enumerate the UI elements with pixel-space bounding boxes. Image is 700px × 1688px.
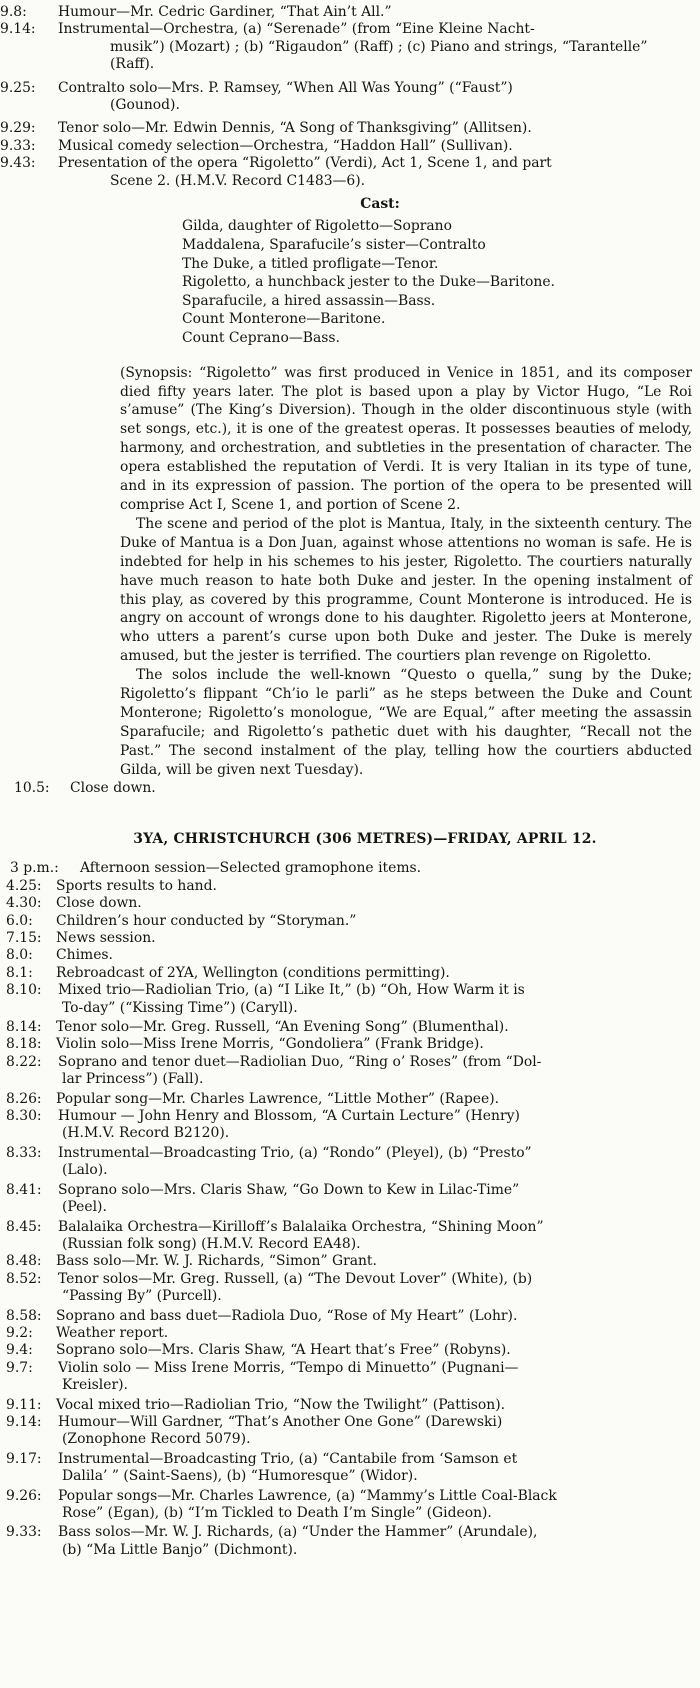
cast-list <box>0 217 700 347</box>
item-text: Rebroadcast of 2YA, Wellington (conditions permitting). <box>56 964 450 981</box>
item-text: Tenor solo—Mr. Greg. Russell, “An Evening Song” (Blumenthal). <box>56 1019 509 1036</box>
item-text: Sports results to hand. <box>56 877 217 894</box>
item-text: Soprano and bass duet—Radiola Duo, “Rose of My Heart” (Lohr). <box>56 1307 518 1324</box>
cast-heading: Cast: <box>360 196 400 213</box>
programme-item <box>0 120 700 137</box>
programme-item <box>0 930 700 947</box>
programme-item <box>0 1488 700 1523</box>
programme-item <box>0 982 700 1017</box>
programme-item <box>0 1524 700 1559</box>
programme-item <box>0 1108 700 1143</box>
item-time: 9.17: <box>6 1450 42 1467</box>
item-text: Instrumental—Broadcasting Trio, (a) “Cantabile from ‘Samson et <box>58 1450 518 1467</box>
item-text: Bass solos—Mr. W. J. Richards, (a) “Under the Hammer” (Arundale), <box>58 1524 538 1541</box>
item-text: News session. <box>56 930 156 946</box>
item-time: 4.30: <box>6 895 42 912</box>
cast-member: Count Ceprano—Bass. <box>182 330 340 347</box>
item-text: Soprano solo—Mrs. Claris Shaw, “A Heart that’s Free” (Robyns). <box>56 1342 511 1359</box>
programme-item <box>0 1054 700 1089</box>
item-time: 9.7: <box>6 1359 33 1376</box>
item-time: 8.41: <box>6 1181 42 1198</box>
item-time: 8.14: <box>6 1019 42 1036</box>
section-3ya-christchurch <box>0 831 700 1559</box>
item-text-cont: lar Princess”) (Fall). <box>62 1071 204 1088</box>
programme-item <box>0 21 700 73</box>
programme-item <box>0 1253 700 1270</box>
cast-member: The Duke, a titled profligate—Tenor. <box>182 255 439 272</box>
item-time: 8.0: <box>6 947 33 964</box>
item-text-cont: To-day” (“Kissing Time”) (Caryll). <box>62 999 298 1016</box>
item-time: 9.33: <box>0 137 36 154</box>
item-text-cont: Kreisler). <box>62 1377 128 1394</box>
item-text: Chimes. <box>56 947 113 964</box>
cast-member: Maddalena, Sparafucile’s sister—Contralto <box>182 237 486 254</box>
item-text-cont: musik”) (Mozart) ; (b) “Rigaudon” (Raff) ; (c) Piano and strings, “Tarantelle” (Raff). <box>110 38 648 73</box>
item-text: Musical comedy selection—Orchestra, “Haddon Hall” (Sullivan). <box>58 137 513 154</box>
item-text: Children’s hour conducted by “Storyman.” <box>56 912 357 929</box>
programme-item-close <box>0 780 700 797</box>
item-text: Instrumental—Orchestra, (a) “Serenade” (from “Eine Kleine Nacht- <box>58 21 535 38</box>
item-time: 8.45: <box>6 1218 42 1235</box>
item-text: Close down. <box>56 895 142 912</box>
item-time: 9.11: <box>6 1396 42 1413</box>
item-text: Tenor solos—Mr. Greg. Russell, (a) “The Devout Lover” (White), (b) <box>58 1270 533 1287</box>
item-text-cont: (b) “Ma Little Banjo” (Dichmont). <box>62 1541 298 1558</box>
programme-item <box>0 878 700 895</box>
station-heading: 3YA, CHRISTCHURCH (306 METRES)—FRIDAY, APRIL 12. <box>133 830 597 847</box>
item-text-cont: (Peel). <box>62 1199 107 1216</box>
item-text: Humour — John Henry and Blossom, “A Curtain Lecture” (Henry) <box>58 1108 520 1125</box>
item-time: 4.25: <box>6 877 42 894</box>
programme-item <box>0 1219 700 1254</box>
item-text: Soprano and tenor duet—Radiolian Duo, “Ring o’ Roses” (from “Dol- <box>58 1053 542 1070</box>
programme-item <box>0 1308 700 1325</box>
item-time: 8.30: <box>6 1108 42 1125</box>
programme-item <box>0 947 700 964</box>
item-time: 8.22: <box>6 1053 42 1070</box>
item-time: 8.26: <box>6 1090 42 1107</box>
item-time: 8.58: <box>6 1307 42 1324</box>
item-time: 8.1: <box>6 964 33 981</box>
item-text: Mixed trio—Radiolian Trio, (a) “I Like It,” (b) “Oh, How Warm it is <box>58 982 525 999</box>
item-text-cont: (Zonophone Record 5079). <box>62 1431 251 1448</box>
section-2ya-evening <box>0 4 700 797</box>
item-text: Close down. <box>70 779 156 796</box>
programme-item <box>0 1451 700 1486</box>
item-time: 8.10: <box>6 982 42 999</box>
programme-item <box>0 1397 700 1414</box>
cast-member: Gilda, daughter of Rigoletto—Soprano <box>182 218 452 235</box>
programme-item <box>0 1360 700 1395</box>
item-time: 9.4: <box>6 1342 33 1359</box>
item-time: 3 p.m.: <box>10 860 59 877</box>
item-time: 8.33: <box>6 1144 42 1161</box>
cast-member: Count Monterone—Baritone. <box>182 311 386 328</box>
item-time: 9.14: <box>6 1413 42 1430</box>
programme-item <box>0 1325 700 1342</box>
item-time: 9.14: <box>0 21 36 38</box>
cast-member: Rigoletto, a hunchback jester to the Duke—Baritone. <box>182 274 555 291</box>
item-text-cont: “Passing By” (Purcell). <box>62 1288 222 1305</box>
item-time: 8.48: <box>6 1253 42 1270</box>
synopsis <box>0 364 700 780</box>
item-time: 9.8: <box>0 4 27 20</box>
item-text: Instrumental—Broadcasting Trio, (a) “Rondo” (Pleyel), (b) “Presto” <box>58 1144 532 1161</box>
item-time: 10.5: <box>14 779 50 796</box>
item-text-cont: (Lalo). <box>62 1162 108 1179</box>
programme-item <box>0 1019 700 1036</box>
item-text: Contralto solo—Mrs. P. Ramsey, “When All Was Young” (“Faust”) <box>58 79 513 96</box>
programme-item <box>0 913 700 930</box>
programme-item <box>0 4 700 21</box>
programme-item <box>0 1036 700 1053</box>
item-time: 9.43: <box>0 155 36 172</box>
item-time: 9.33: <box>6 1524 42 1541</box>
programme-item <box>0 860 700 877</box>
item-text-cont: (Gounod). <box>110 97 180 114</box>
item-time: 9.26: <box>6 1487 42 1504</box>
item-time: 9.29: <box>0 120 36 137</box>
item-text: Balalaika Orchestra—Kirilloff’s Balalaika Orchestra, “Shining Moon” <box>58 1218 544 1235</box>
item-time: 9.2: <box>6 1324 33 1341</box>
item-text: Popular song—Mr. Charles Lawrence, “Little Mother” (Rapee). <box>56 1090 500 1107</box>
programme-item <box>0 1414 700 1449</box>
programme-item <box>0 895 700 912</box>
item-time: 7.15: <box>6 930 42 946</box>
synopsis-paragraph: The scene and period of the plot is Mantua, Italy, in the sixteenth century. The Duke of Mantua is a Don Juan, against whose attentions no woman is safe. He is indebted for help in his schemes to his jester, Rigoletto. The courtiers naturally have much reason to hate both Duke and jester. In the opening instalment of this play, as covered by this programme, Count Monterone is introduced. He is angry on account of wrongs done to his daughter. Rigoletto jeers at Monterone, who utters a parent’s curse upon both Duke and jester. The Duke is merely amused, but the jester is terrified. The courtiers plan revenge on Rigoletto. <box>120 515 692 665</box>
programme-item <box>0 155 700 190</box>
item-time: 8.52: <box>6 1270 42 1287</box>
item-text: Humour—Mr. Cedric Gardiner, “That Ain’t All.” <box>58 4 392 20</box>
programme-item <box>0 1271 700 1306</box>
item-text-cont: (Russian folk song) (H.M.V. Record EA48). <box>62 1235 361 1252</box>
item-text-cont: (H.M.V. Record B2120). <box>62 1125 230 1142</box>
item-time: 9.25: <box>0 79 36 96</box>
item-text: Presentation of the opera “Rigoletto” (Verdi), Act 1, Scene 1, and part <box>58 155 552 172</box>
programme-item <box>0 138 700 155</box>
programme-item <box>0 965 700 982</box>
item-text: Violin solo—Miss Irene Morris, “Gondoliera” (Frank Bridge). <box>56 1036 484 1053</box>
programme-item <box>0 80 700 115</box>
item-text: Tenor solo—Mr. Edwin Dennis, “A Song of Thanksgiving” (Allitsen). <box>58 120 532 137</box>
item-text: Bass solo—Mr. W. J. Richards, “Simon” Grant. <box>56 1253 377 1270</box>
item-text: Popular songs—Mr. Charles Lawrence, (a) “Mammy’s Little Coal-Black <box>58 1487 557 1504</box>
programme-item <box>0 1145 700 1180</box>
item-time: 8.18: <box>6 1036 42 1053</box>
item-text: Violin solo — Miss Irene Morris, “Tempo di Minuetto” (Pugnani— <box>58 1359 519 1376</box>
programme-item <box>0 1091 700 1108</box>
item-text-cont: Rose” (Egan), (b) “I’m Tickled to Death I’m Single” (Gideon). <box>62 1505 492 1521</box>
item-text: Humour—Will Gardner, “That’s Another One Gone” (Darewski) <box>58 1413 503 1430</box>
cast-member: Sparafucile, a hired assassin—Bass. <box>182 292 436 309</box>
item-text: Weather report. <box>56 1324 169 1341</box>
item-text: Afternoon session—Selected gramophone items. <box>80 860 422 877</box>
item-text: Vocal mixed trio—Radiolian Trio, “Now the Twilight” (Pattison). <box>56 1396 506 1413</box>
item-text: Soprano solo—Mrs. Claris Shaw, “Go Down to Kew in Lilac-Time” <box>58 1181 520 1198</box>
synopsis-paragraph: (Synopsis: “Rigoletto” was first produced in Venice in 1851, and its composer died fifty years later. The plot is based upon a play by Victor Hugo, “Le Roi s’amuse” (The King’s Diversion). Though in the older discontinuous style (with set songs, etc.), it is one of the greatest operas. It possesses beauties of melody, harmony, and orchestration, and subtleties in the presentation of character. The opera established the reputation of Verdi. It is very Italian in its type of tune, and in its expression of passion. The portion of the opera to be presented will comprise Act I, Scene 1, and portion of Scene 2. <box>120 364 692 513</box>
item-text-cont: Scene 2. (H.M.V. Record C1483—6). <box>110 172 366 189</box>
programme-item <box>0 1182 700 1217</box>
programme-item <box>0 1342 700 1359</box>
item-text-cont: Dalila’ ” (Saint-Saens), (b) “Humoresque” (Widor). <box>62 1468 418 1485</box>
item-time: 6.0: <box>6 912 33 929</box>
synopsis-paragraph: The solos include the well-known “Questo o quella,” sung by the Duke; Rigoletto’s flippant “Ch’io le parli” as he steps between the Duke and Count Monterone; Rigoletto’s monologue, “We are Equal,” after meeting the assassin Sparafucile; and Rigoletto’s pathetic duet with his daughter, “Recall not the Past.” The second instalment of the play, telling how the courtiers abducted Gilda, will be given next Tuesday). <box>120 667 692 778</box>
